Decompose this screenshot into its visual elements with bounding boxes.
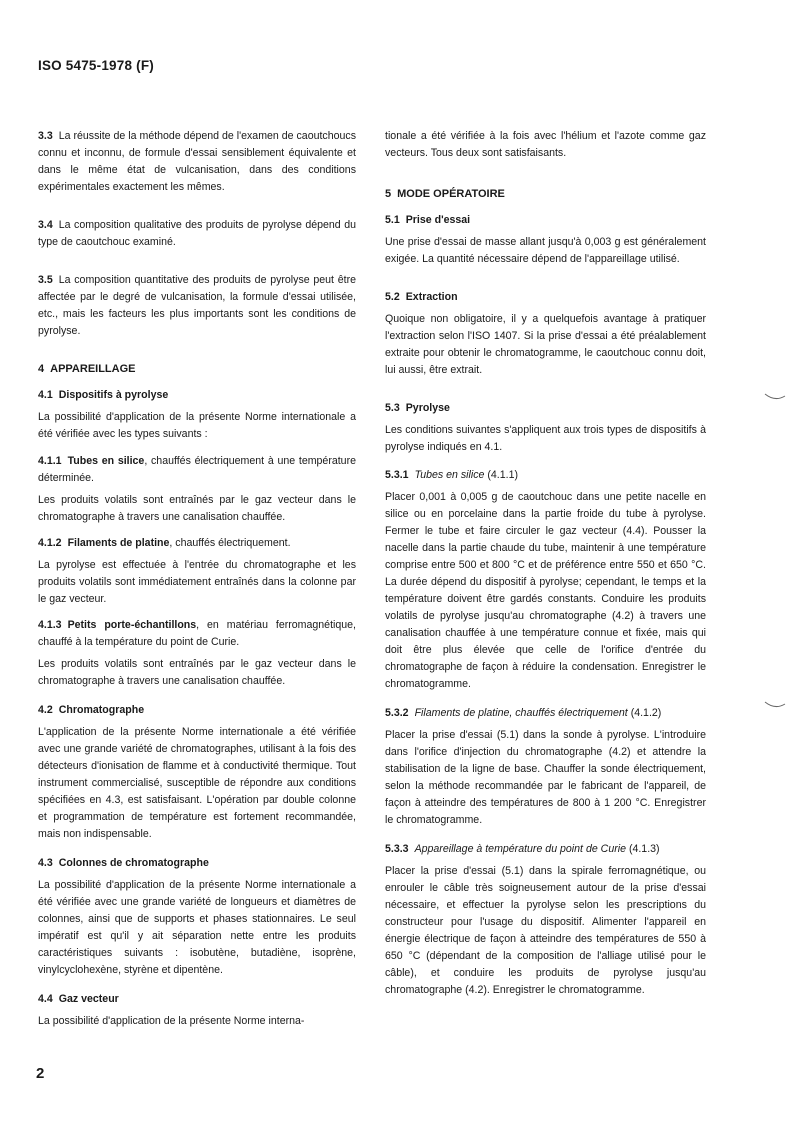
subsection-4-4-heading: 4.4 Gaz vecteur	[38, 993, 119, 1005]
clause-4-1-2-text: La pyrolyse est effectuée à l'entrée du chromatographe et les produits volatils sont immédiatement entraînés dans la colonne par le gaz vecteur.	[38, 559, 356, 605]
subsection-4-3-text: La possibilité d'application de la présente Norme internationale a été vérifiée avec une grande variété de longueurs et diamètres de colonnes, ainsi que de supports et phases stationnaires. Le seul impératif est qu'il y ait séparation nette entre les produits caractéristiques suivants : isobutène, butadiène, isoprène, vinylcyclohexène, styrène et dipentène.	[38, 879, 356, 976]
clause-5-3-1-text: Placer 0,001 à 0,005 g de caoutchouc dans une petite nacelle en silice ou en porcelaine dans la partie froide du tube à pyrolyse. Fermer le tube et faire circuler le gaz vecteur (4.4). Pousser la nacelle dans la partie chaude du tube, maintenir à une température comprise entre 500 et 800 °C et de préférence entre 550 et 650 °C. La durée dépend du dispositif à pyrolyse; cependant, le temps et la température doivent être gardés constants. Conduire les produits volatils de pyrolyse jusqu'au chromatographe (4.2) à travers une canalisation chauffée à une température connue et fixée, mais qui doit être plus élevée que celle de l'orifice d'entrée du chromatographe de façon à réduire la condensation. Enregistrer le chromatogramme.	[385, 491, 706, 690]
clause-5-3-3-text: Placer la prise d'essai (5.1) dans la spirale ferromagnétique, ou enrouler le câble très soigneusement autour de la prise d'essai nécessaire, et effectuer la pyrolyse selon les prescriptions du constructeur pour l'usage du dispositif. Alimenter l'appareil en énergie électrique de façon à atteindre des températures de 550 à 650 °C (dépendant de la composition de l'alliage utilisé pour le câble), et conduire les produits de pyrolyse jusqu'au chromatographe (4.2). Enregistrer le chromatogramme.	[385, 865, 706, 996]
subsection-4-1-text: La possibilité d'application de la présente Norme internationale a été vérifiée avec les types suivants :	[38, 411, 356, 440]
left-column	[38, 128, 356, 1030]
page-number: 2	[36, 1065, 45, 1082]
document-header: ISO 5475-1978 (F)	[38, 58, 154, 73]
subsection-5-1-heading: 5.1 Prise d'essai	[385, 214, 471, 226]
clause-5-3-2-heading: 5.3.2 Filaments de platine, chauffés électriquement (4.1.2)	[385, 707, 662, 719]
subsection-4-2-text: L'application de la présente Norme internationale a été vérifiée avec une grande variété de chromatographes, utilisant à la fois des détecteurs d'ionisation de flamme et à conductivité thermique. Tout instrument commercialisé, susceptible de répondre aux conditions spécifiées en 4.3, est satisfaisant. L'opération par double colonne et programmation de température est fortement recommandée, mais non indispensable.	[38, 726, 356, 840]
subsection-4-3-heading: 4.3 Colonnes de chromatographe	[38, 857, 209, 869]
clause-3-4: 3.4 La composition qualitative des produits de pyrolyse dépend du type de caoutchouc examiné.	[38, 219, 356, 248]
subsection-5-3-heading: 5.3 Pyrolyse	[385, 402, 450, 414]
clause-5-3-3-heading: 5.3.3 Appareillage à température du point de Curie (4.1.3)	[385, 843, 660, 855]
clause-5-3-1-heading: 5.3.1 Tubes en silice (4.1.1)	[385, 469, 519, 481]
clause-3-3: 3.3 La réussite de la méthode dépend de l'examen de caoutchoucs connu et inconnu, de formule d'essai sensiblement équivalente et dans le même état de vulcanisation, dans des conditions expérimentales exactement les mêmes.	[38, 130, 356, 193]
subsection-5-2-text: Quoique non obligatoire, il y a quelquefois avantage à pratiquer l'extraction selon l'ISO 1407. Si la prise d'essai a été préalablement extraite pour obtenir le chromatogramme, le caoutchouc connu doit, lui aussi, être extrait.	[385, 313, 706, 376]
clause-4-1-1-text: Les produits volatils sont entraînés par le gaz vecteur dans le chromatographe à travers une canalisation chauffée.	[38, 494, 356, 523]
right-column	[385, 128, 706, 999]
section-5-heading: 5 MODE OPÉRATOIRE	[385, 188, 505, 200]
clause-3-5: 3.5 La composition quantitative des produits de pyrolyse peut être affectée par le degré de vulcanisation, la formule d'essai utilisée, etc., mais les facteurs les plus importants sont les conditions de pyrolyse.	[38, 274, 356, 337]
subsection-4-2-heading: 4.2 Chromatographe	[38, 704, 145, 716]
margin-mark-icon	[764, 392, 786, 402]
subsection-4-1-heading: 4.1 Dispositifs à pyrolyse	[38, 389, 169, 401]
clause-4-1-3-text: Les produits volatils sont entraînés par le gaz vecteur dans le chromatographe à travers une canalisation chauffée.	[38, 658, 356, 687]
clause-4-1-1: 4.1.1 Tubes en silice, chauffés électriquement à une température déterminée.	[38, 455, 356, 484]
subsection-5-1-text: Une prise d'essai de masse allant jusqu'à 0,003 g est généralement exigée. La quantité nécessaire dépend de l'appareillage utilisé.	[385, 236, 706, 265]
clause-5-3-2-text: Placer la prise d'essai (5.1) dans la sonde à pyrolyse. L'introduire dans l'orifice d'injection du chromatographe (4.2) et attendre la stabilisation de la ligne de base. Chauffer la sonde électriquement, selon la méthode recommandée par le fabricant de l'appareil, de façon à atteindre des températures de 800 à 1 200 °C. Enregistrer le chromatogramme.	[385, 729, 706, 826]
gas-continuation-text: tionale a été vérifiée à la fois avec l'hélium et l'azote comme gaz vecteurs. Tous deux sont satisfaisants.	[385, 130, 706, 159]
clause-4-1-2: 4.1.2 Filaments de platine, chauffés électriquement.	[38, 537, 291, 549]
section-4-heading: 4 APPAREILLAGE	[38, 363, 136, 375]
subsection-5-2-heading: 5.2 Extraction	[385, 291, 458, 303]
subsection-4-4-text: La possibilité d'application de la présente Norme interna-	[38, 1015, 305, 1027]
clause-4-1-3: 4.1.3 Petits porte-échantillons, en matériau ferromagnétique, chauffé à la température du point de Curie.	[38, 619, 356, 648]
subsection-5-3-text: Les conditions suivantes s'appliquent aux trois types de dispositifs à pyrolyse indiqués en 4.1.	[385, 424, 706, 453]
margin-mark-icon	[764, 700, 786, 710]
